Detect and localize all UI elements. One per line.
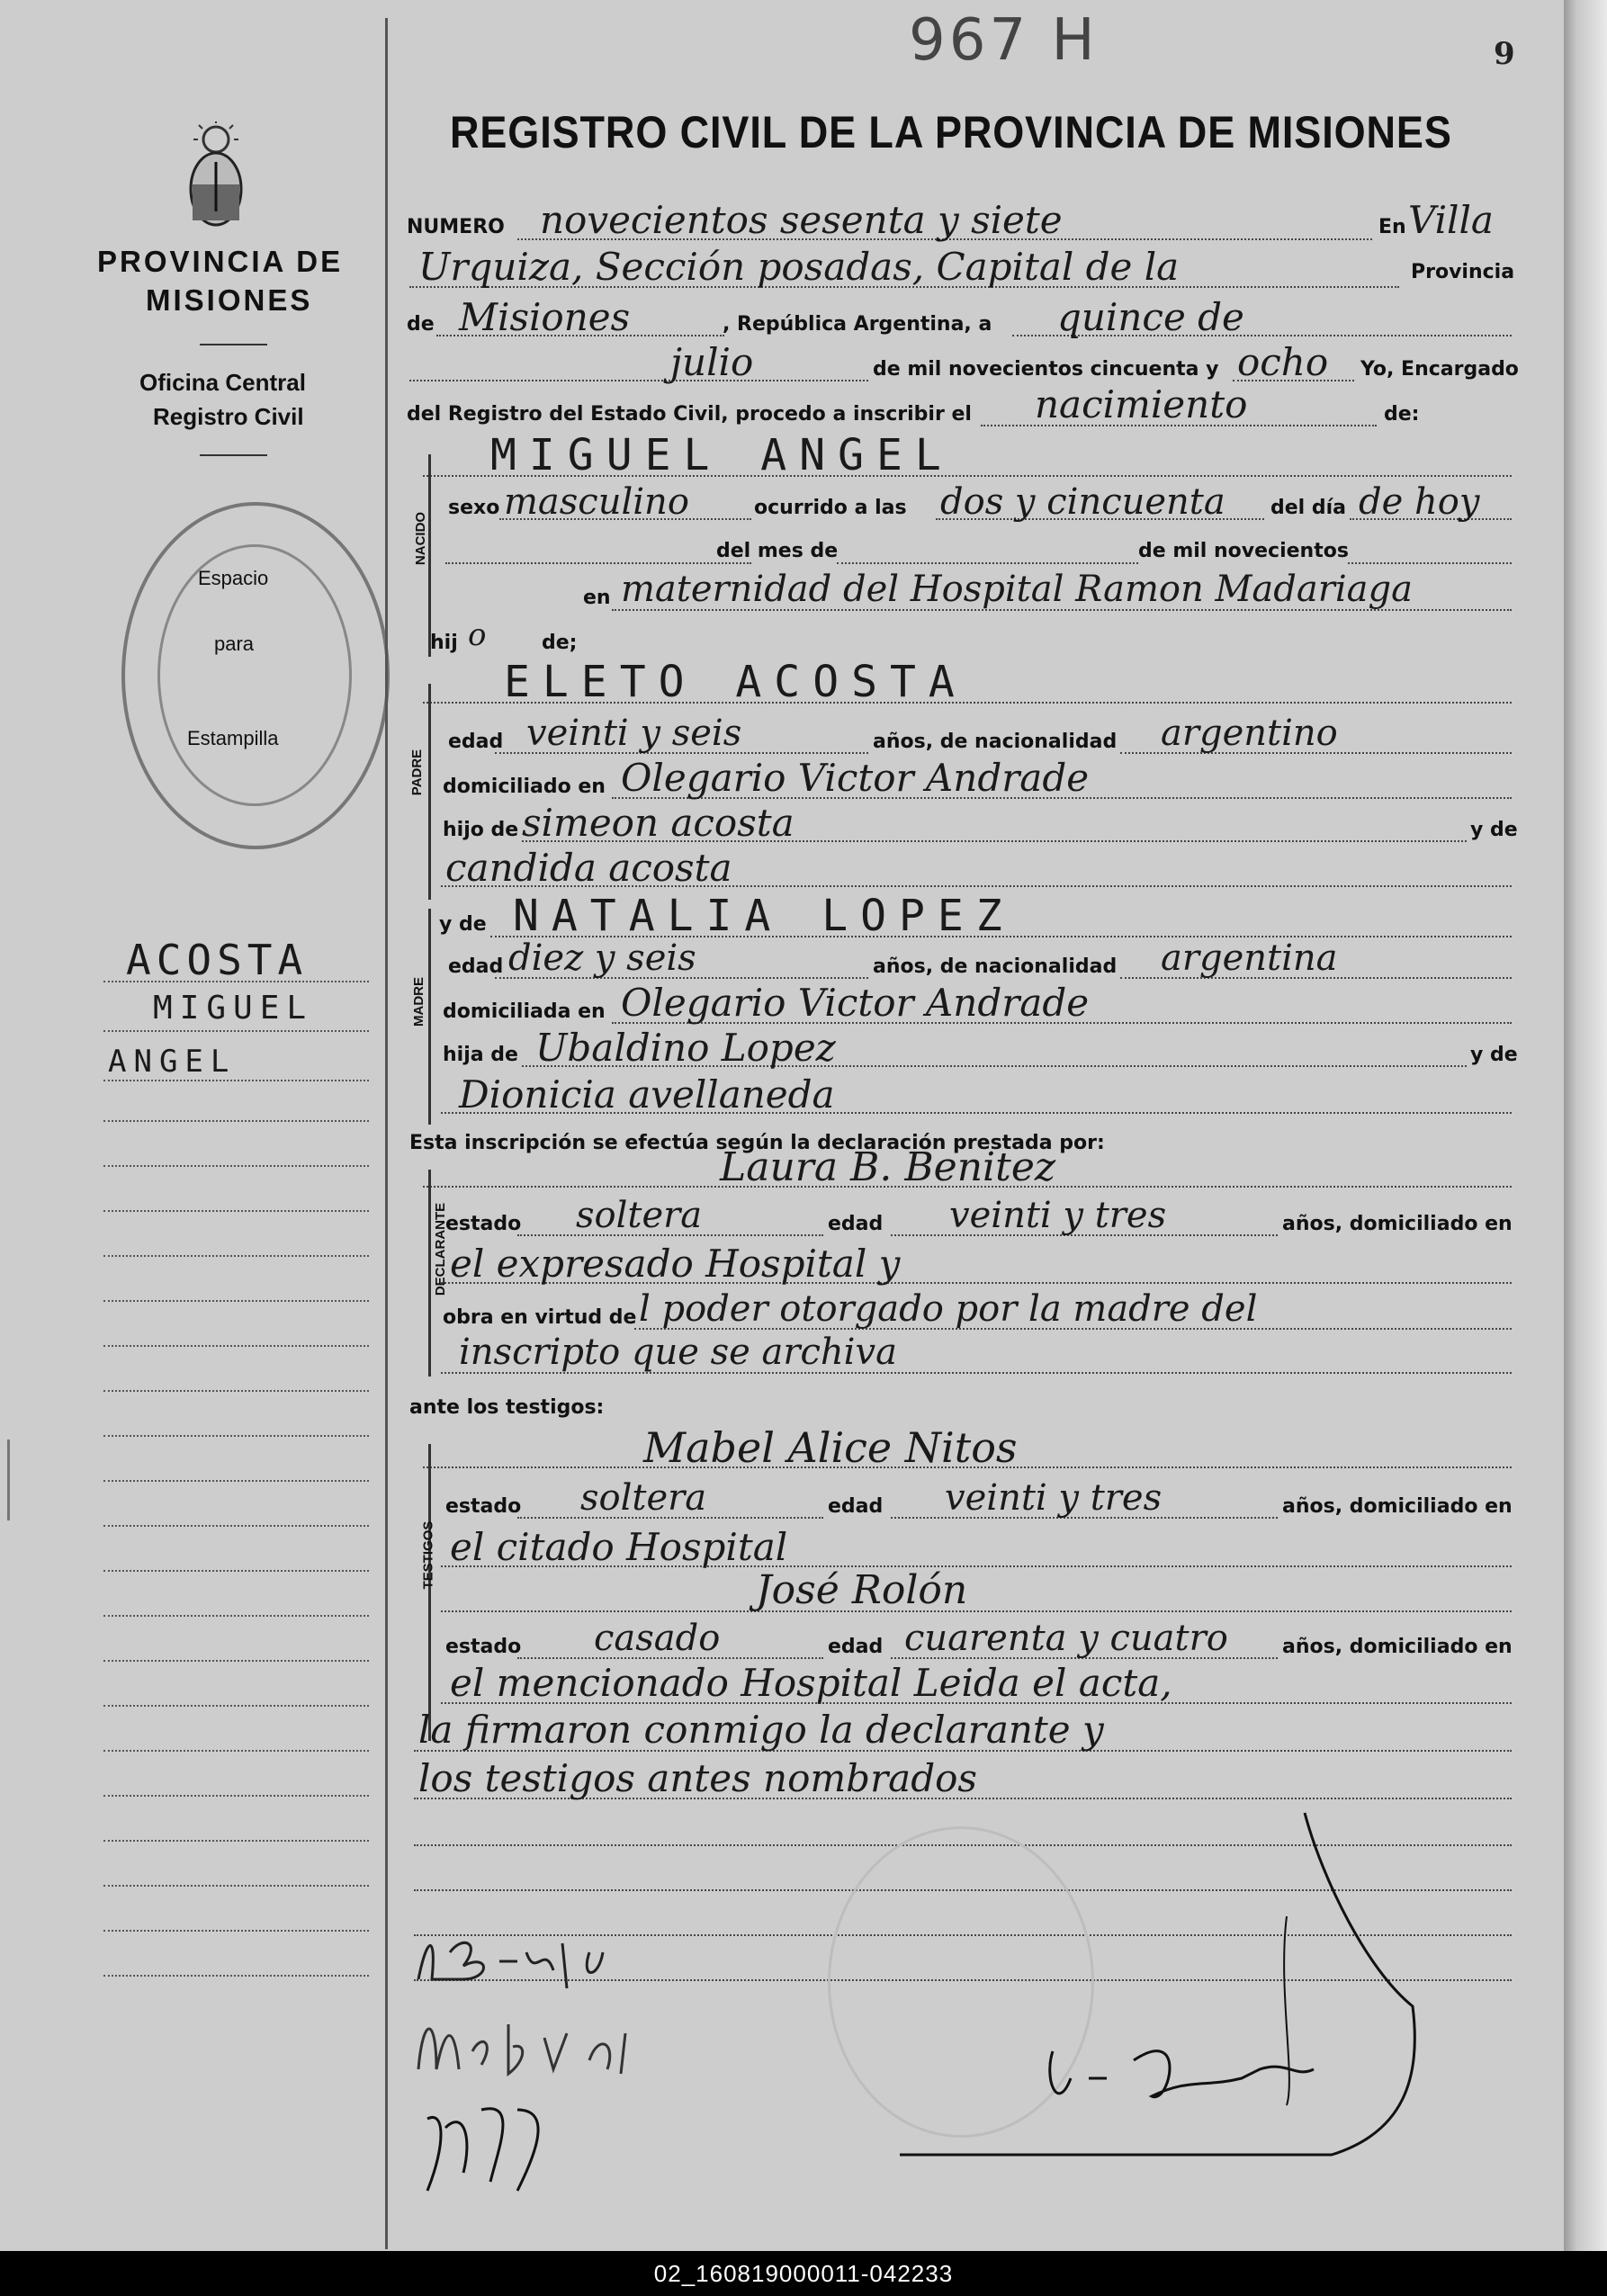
mes-label: del mes de <box>716 540 839 562</box>
testigo1-edad: veinti y tres <box>945 1477 1163 1519</box>
stamp-space-box <box>162 540 333 765</box>
margin-firstname: MIGUEL <box>153 990 314 1027</box>
padre-edad-value: veinti y seis <box>526 713 742 754</box>
handwritten-page-number: 967 H <box>909 7 1099 74</box>
madre-y-de-label2: y de <box>1470 1044 1518 1066</box>
testigo1-estado-label: estado <box>445 1495 522 1518</box>
section-bar <box>428 909 431 1125</box>
madre-side-label: MADRE <box>411 977 426 1027</box>
en-value-1: Villa <box>1408 198 1494 242</box>
padre-nacionalidad-value: argentino <box>1161 713 1338 754</box>
section-bar <box>428 1444 431 1741</box>
abuelo-paterno: simeon acosta <box>522 801 795 845</box>
margin-line <box>103 1165 369 1167</box>
padre-y-de-label: y de <box>1470 819 1518 841</box>
dia-label: del día <box>1270 497 1347 519</box>
margin-line <box>103 1795 369 1797</box>
madre-nacionalidad-label: años, de nacionalidad <box>873 955 1118 978</box>
margin-line <box>103 1030 369 1032</box>
section-bar <box>428 454 431 657</box>
fill-line <box>837 562 1138 564</box>
declarante-edad-label: edad <box>828 1213 884 1235</box>
testigo2-domicilio: el mencionado Hospital Leida el acta, <box>450 1661 1172 1705</box>
republica-label: , República Argentina, a <box>723 313 992 336</box>
testigo1-name: Mabel Alice Nitos <box>643 1423 1018 1472</box>
mil-label: de mil novecientos <box>1138 540 1349 562</box>
declarante-edad-value: veinti y tres <box>949 1195 1167 1236</box>
coat-of-arms-icon <box>184 121 247 229</box>
padre-name: ELETO ACOSTA <box>504 657 967 707</box>
stamp-label-3: Estampilla <box>187 727 279 749</box>
folio-number: 9 <box>1494 36 1515 72</box>
testigo1-domicilio: el citado Hospital <box>450 1525 788 1569</box>
margin-line <box>103 1210 369 1212</box>
padre-edad-label: edad <box>448 731 504 753</box>
testigo2-estado: casado <box>594 1618 721 1659</box>
de-label: de <box>407 313 435 336</box>
office-line1: Oficina Central <box>139 369 306 396</box>
testigo1-anios-label: años, domiciliado en <box>1282 1495 1513 1518</box>
declarante-side-label: DECLARANTE <box>433 1202 449 1296</box>
cierre-line2: los testigos antes nombrados <box>418 1756 977 1800</box>
province-name-line1: PROVINCIA DE <box>97 245 344 278</box>
padre-hijo-de-label: hijo de <box>443 819 519 841</box>
en-value-2: Urquiza, Sección posadas, Capital de la <box>418 245 1180 289</box>
testigo2-edad-label: edad <box>828 1636 884 1658</box>
acto-value: nacimiento <box>1035 382 1248 426</box>
fill-line <box>409 380 868 381</box>
margin-line <box>103 1390 369 1392</box>
margin-middlename: ANGEL <box>108 1044 237 1080</box>
declarante-anios-label: años, domiciliado en <box>1282 1213 1513 1235</box>
inscripto-name: MIGUEL ANGEL <box>490 430 954 480</box>
page-title: REGISTRO CIVIL DE LA PROVINCIA DE MISIONES <box>450 107 1452 157</box>
margin-line <box>103 1615 369 1617</box>
numero-value: novecientos sesenta y siete <box>540 198 1063 242</box>
mes-value: julio <box>670 340 754 384</box>
abuela-paterna: candida acosta <box>445 846 732 890</box>
margin-line <box>103 1300 369 1302</box>
column-divider <box>385 18 388 2249</box>
cierre-line1: la firmaron conmigo la declarante y <box>418 1708 1104 1752</box>
numero-label: NUMERO <box>407 216 505 238</box>
margin-line <box>103 1705 369 1707</box>
declarante-domicilio-value: el expresado Hospital y <box>450 1242 901 1286</box>
signature-declarante <box>409 1925 625 1997</box>
madre-name: NATALIA LOPEZ <box>513 891 1015 941</box>
margin-line <box>103 1345 369 1347</box>
padre-domicilio-label: domiciliado en <box>443 776 606 798</box>
hijo-suffix: o <box>468 617 487 653</box>
province-name-line2: MISIONES <box>146 283 313 317</box>
sexo-label: sexo <box>448 497 500 519</box>
hijo-de-label: de; <box>542 632 578 654</box>
margin-line <box>103 1120 369 1122</box>
margin-line <box>103 1255 369 1257</box>
fill-line <box>445 562 751 564</box>
en-label: En <box>1378 216 1406 238</box>
signature-encargado <box>900 1808 1512 2168</box>
declarante-name: Laura B. Benitez <box>720 1144 1056 1190</box>
margin-line <box>103 1080 369 1081</box>
margin-line <box>103 1975 369 1977</box>
obra-value-2: inscripto que se archiva <box>459 1332 897 1373</box>
margin-line <box>103 1570 369 1572</box>
abuela-materna: Dionicia avellaneda <box>459 1072 835 1117</box>
page-edge <box>1564 0 1607 2251</box>
testigos-label: ante los testigos: <box>409 1396 605 1419</box>
fill-line <box>441 1610 1512 1612</box>
signature-testigo1 <box>409 2006 643 2087</box>
margin-line <box>103 1660 369 1662</box>
madre-domicilio-value: Olegario Victor Andrade <box>621 981 1090 1025</box>
declarante-estado-value: soltera <box>576 1195 703 1236</box>
yo-label: Yo, Encargado <box>1360 358 1519 381</box>
sexo-value: masculino <box>504 481 689 523</box>
margin-line <box>103 1750 369 1752</box>
testigo2-name: José Rolón <box>756 1567 968 1613</box>
testigos-side-label: TESTIGOS <box>420 1520 436 1590</box>
margin-line <box>103 1435 369 1437</box>
provincia-label: Provincia <box>1411 261 1515 283</box>
margin-line <box>103 1480 369 1482</box>
margin-line <box>103 1840 369 1842</box>
obra-label: obra en virtud de <box>443 1306 637 1329</box>
dia-nacido-value: de hoy <box>1359 481 1480 523</box>
stamp-label-2: para <box>214 632 255 655</box>
section-bar <box>428 1170 431 1377</box>
signature-testigo2 <box>409 2092 589 2200</box>
padre-nacionalidad-label: años, de nacionalidad <box>873 731 1118 753</box>
divider-line <box>200 454 267 456</box>
section-bar <box>428 684 431 900</box>
madre-edad-value: diez y seis <box>508 937 696 979</box>
margin-line <box>103 1885 369 1887</box>
de-colon-label: de: <box>1384 403 1420 426</box>
ocurrido-label: ocurrido a las <box>754 497 907 519</box>
hijo-label: hij <box>430 632 458 654</box>
anio-value: ocho <box>1237 340 1329 384</box>
madre-domicilio-label: domiciliada en <box>443 1000 606 1023</box>
testigo1-edad-label: edad <box>828 1495 884 1518</box>
declaracion-label: Esta inscripción se efectúa según la declaración prestada por: <box>409 1132 1105 1154</box>
declarante-estado-label: estado <box>445 1213 522 1235</box>
anio-label: de mil novecientos cincuenta y <box>873 358 1219 381</box>
dia-value: quince de <box>1057 295 1244 339</box>
hora-value: dos y cincuenta <box>940 481 1225 523</box>
registro-label: del Registro del Estado Civil, procedo a inscribir el <box>407 403 972 426</box>
padre-domicilio-value: Olegario Victor Andrade <box>621 756 1090 800</box>
margin-line <box>103 1930 369 1932</box>
lugar-value: maternidad del Hospital Ramon Madariaga <box>621 569 1413 610</box>
margin-surname: ACOSTA <box>126 936 309 984</box>
office-line2: Registro Civil <box>153 403 304 430</box>
testigo1-estado: soltera <box>580 1477 707 1519</box>
fill-line <box>1348 562 1512 564</box>
en-lugar-label: en <box>583 587 611 609</box>
image-id: 02_160819000011-042233 <box>653 2260 954 2287</box>
padre-side-label: PADRE <box>409 749 426 796</box>
madre-y-de-label: y de <box>439 913 487 936</box>
madre-hija-de-label: hija de <box>443 1044 518 1066</box>
divider-line <box>200 344 267 345</box>
obra-value-1: l poder otorgado por la madre del <box>639 1288 1258 1330</box>
binding-mark <box>7 1439 17 1520</box>
testigo2-edad: cuarenta y cuatro <box>904 1618 1228 1659</box>
stamp-label-1: Espacio <box>198 567 269 589</box>
abuelo-materno: Ubaldino Lopez <box>535 1026 836 1070</box>
madre-edad-label: edad <box>448 955 504 978</box>
testigo2-estado-label: estado <box>445 1636 522 1658</box>
margin-line <box>103 981 369 982</box>
margin-line <box>103 1525 369 1527</box>
madre-nacionalidad-value: argentina <box>1161 937 1338 979</box>
provincia-value: Misiones <box>459 295 631 339</box>
nacido-side-label: NACIDO <box>413 511 429 566</box>
testigo2-anios-label: años, domiciliado en <box>1282 1636 1513 1658</box>
footer-bar <box>0 2251 1607 2296</box>
